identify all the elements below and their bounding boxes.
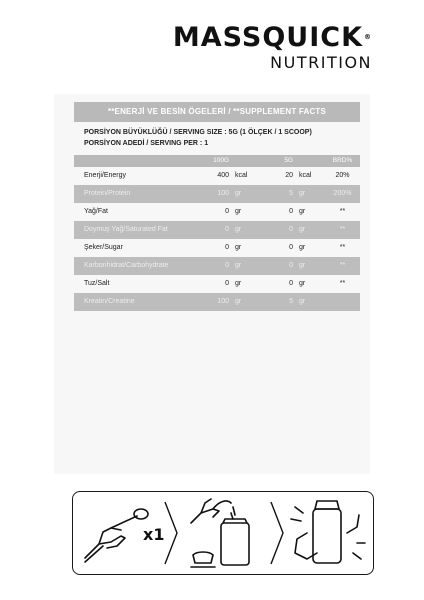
facts-row	[74, 167, 360, 185]
unit-5g: gr	[299, 298, 306, 305]
brd-percent: 200%	[333, 190, 352, 197]
value-100g: 0	[225, 280, 229, 287]
unit-100g: kcal	[235, 172, 248, 179]
unit-5g: gr	[299, 226, 306, 233]
facts-header-row	[74, 155, 360, 167]
unit-100g: gr	[235, 280, 242, 287]
column-header-100g: 100G	[213, 157, 229, 164]
serving-per: PORSİYON ADEDİ / SERVING PER : 1	[84, 140, 209, 147]
unit-5g: gr	[299, 280, 306, 287]
chevron-right-icon	[269, 498, 285, 568]
nutrient-name: Protein/Protein	[84, 190, 131, 197]
brd-percent: 20%	[335, 172, 350, 179]
nutrient-name: Şeker/Sugar	[84, 244, 123, 251]
value-100g: 0	[225, 208, 229, 215]
column-header-5g: 5G	[284, 157, 293, 164]
chevron-right-icon	[163, 498, 179, 568]
value-100g: 100	[217, 190, 229, 197]
nutrient-name: Enerji/Energy	[84, 172, 127, 179]
brand-logo	[173, 24, 372, 73]
usage-instructions	[72, 491, 374, 575]
value-5g: 0	[289, 226, 293, 233]
value-5g: 20	[285, 172, 293, 179]
unit-100g: gr	[235, 190, 242, 197]
brand-name: MASSQUICK®	[172, 22, 372, 53]
value-100g: 100	[217, 298, 229, 305]
value-100g: 400	[217, 172, 229, 179]
supplement-facts-table	[74, 102, 360, 311]
brd-percent	[325, 293, 360, 311]
brand-subtitle: NUTRITION	[270, 53, 372, 72]
unit-100g: gr	[235, 226, 242, 233]
facts-title: **ENERJİ VE BESİN ÖGELERİ / **SUPPLEMENT FACTS	[74, 102, 360, 122]
unit-100g: gr	[235, 208, 242, 215]
facts-row	[74, 203, 360, 221]
facts-row	[74, 185, 360, 203]
facts-row	[74, 293, 360, 311]
nutrient-name: Tuz/Salt	[84, 280, 110, 287]
brd-percent: **	[339, 208, 346, 215]
value-5g: 0	[289, 280, 293, 287]
brd-percent: **	[339, 244, 346, 251]
unit-100g: gr	[235, 244, 242, 251]
brd-percent: **	[339, 262, 346, 269]
value-5g: 0	[289, 208, 293, 215]
value-5g: 0	[289, 244, 293, 251]
value-5g: 5	[289, 190, 293, 197]
pour-powder-icon	[183, 493, 263, 573]
shake-icon	[287, 493, 367, 573]
unit-5g: gr	[299, 262, 306, 269]
nutrient-name: Yağ/Fat	[84, 208, 108, 215]
value-100g: 0	[225, 262, 229, 269]
scoop-count-label: x1	[143, 525, 165, 544]
nutrient-name: Doymuş Yağ/Saturated Fat	[84, 226, 168, 233]
nutrient-name: Kreatin/Creatine	[84, 298, 135, 305]
brd-percent: **	[339, 280, 346, 287]
brd-percent: **	[339, 226, 346, 233]
facts-row	[74, 257, 360, 275]
registered-mark: ®	[364, 33, 372, 41]
unit-5g: gr	[299, 208, 306, 215]
unit-5g: gr	[299, 244, 306, 251]
serving-size: PORSİYON BÜYÜKLÜĞÜ / SERVING SIZE : 5G (1 ÖLÇEK / 1 SCOOP)	[84, 129, 312, 136]
value-5g: 5	[289, 298, 293, 305]
unit-5g: kcal	[299, 172, 312, 179]
unit-100g: gr	[235, 298, 242, 305]
value-5g: 0	[289, 262, 293, 269]
value-100g: 0	[225, 226, 229, 233]
nutrient-name: Karbonhidrat/Carbohydrate	[84, 262, 169, 269]
value-100g: 0	[225, 244, 229, 251]
facts-row	[74, 221, 360, 239]
facts-row	[74, 275, 360, 293]
facts-row	[74, 239, 360, 257]
column-header-brd: BRD%	[332, 157, 353, 164]
unit-100g: gr	[235, 262, 242, 269]
unit-5g: gr	[299, 190, 306, 197]
scoop-icon	[81, 498, 151, 568]
